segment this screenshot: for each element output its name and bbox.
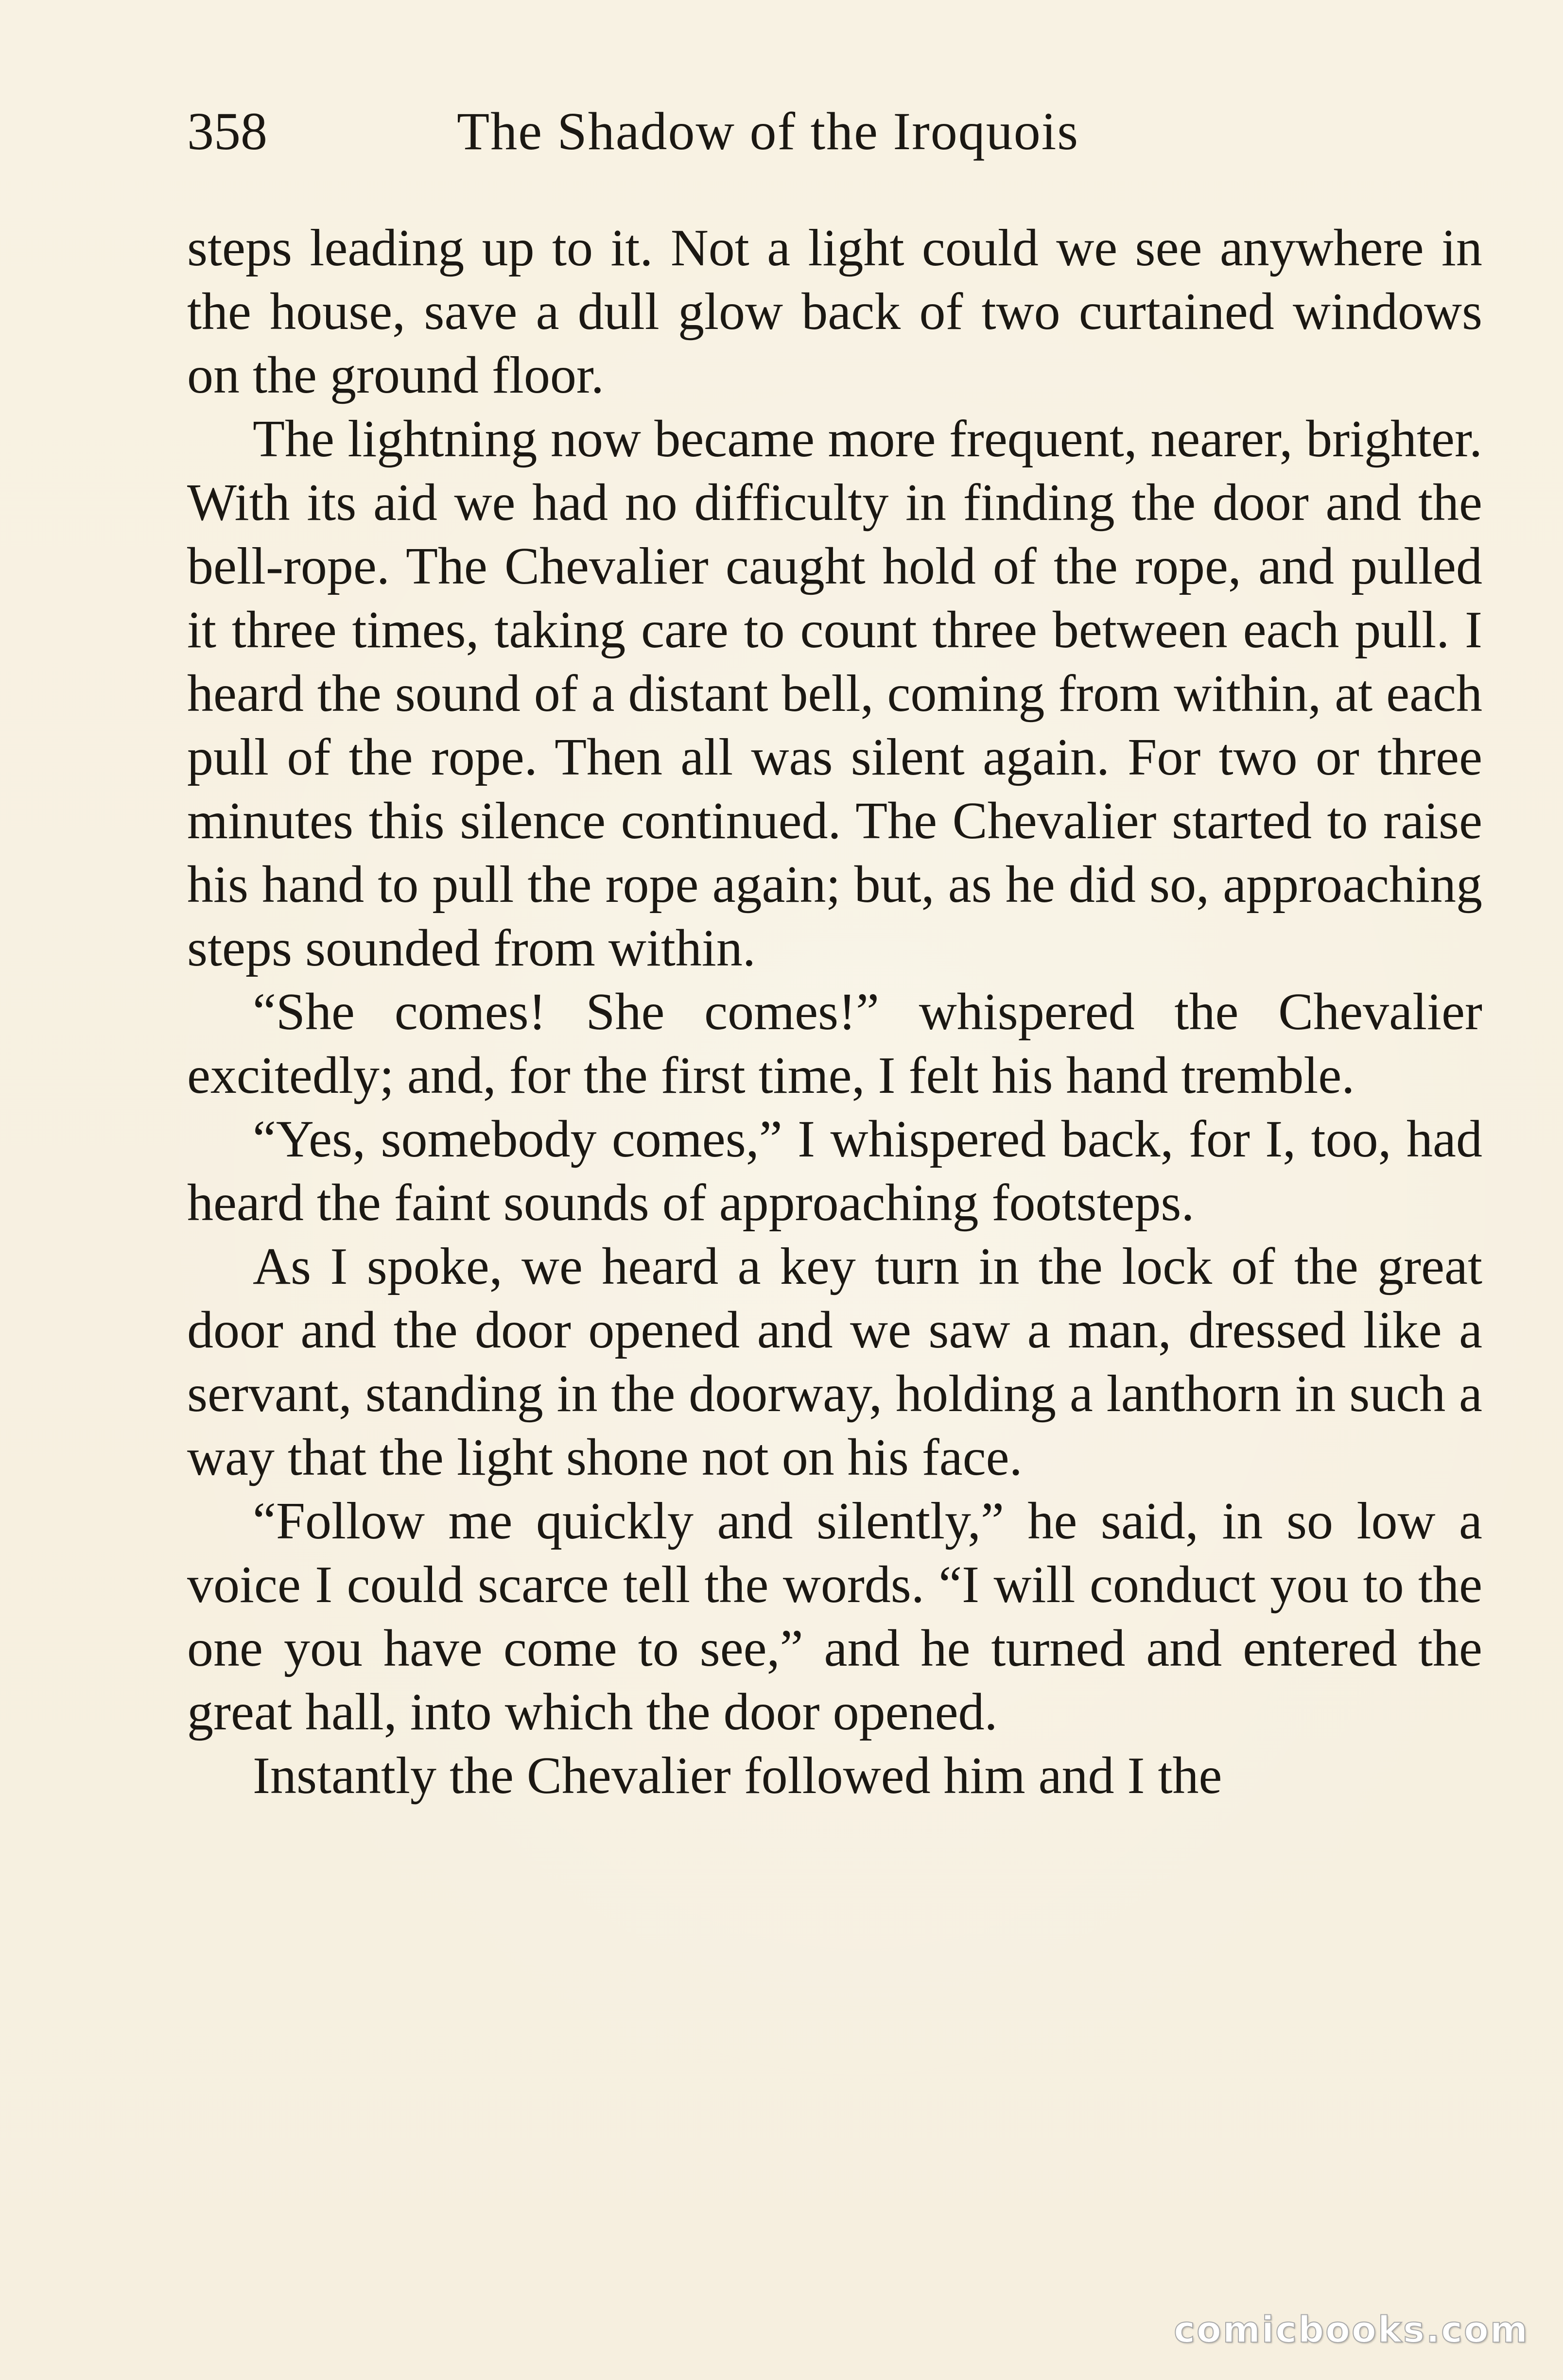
watermark: comicbooks.com (1174, 2309, 1529, 2351)
paragraph: “Follow me quickly and silently,” he said, in so low a voice I could scarce tell the words. “I will conduct you to the one you have come to see,” and he turned and entered the great hall, into which the door opened. (187, 1492, 1482, 1741)
paragraph: steps leading up to it. Not a light could we see anywhere in the house, save a dull glow back of two curtained windows on the ground floor. (187, 219, 1482, 404)
paragraph: Instantly the Chevalier followed him and I the (253, 1747, 1222, 1805)
page-number: 358 (187, 102, 267, 161)
paragraph: “Yes, somebody comes,” I whispered back, for I, too, had heard the faint sounds of approaching footsteps. (187, 1110, 1482, 1232)
running-head (187, 97, 1482, 165)
paragraph: As I spoke, we heard a key turn in the lock of the great door and the door opened and we saw a man, dressed like a servant, standing in the doorway, holding a lanthorn in such a way that the light shone not on his face. (187, 1238, 1482, 1486)
running-title: The Shadow of the Iroquois (457, 102, 1079, 161)
paragraph: The lightning now became more frequent, nearer, brighter. With its aid we had no difficulty in finding the door and the bell-rope. The Chevalier caught hold of the rope, and pulled it three times, taking care to count three between each pull. I heard the sound of a distant bell, coming from within, at each pull of the rope. Then all was silent again. For two or three minutes this silence continued. The Chevalier started to raise his hand to pull the rope again; but, as he did so, approaching steps sounded from within. (187, 410, 1482, 977)
paragraph: “She comes! She comes!” whispered the Chevalier excitedly; and, for the first time, I felt his hand tremble. (187, 983, 1482, 1104)
body-text (187, 216, 1482, 1808)
